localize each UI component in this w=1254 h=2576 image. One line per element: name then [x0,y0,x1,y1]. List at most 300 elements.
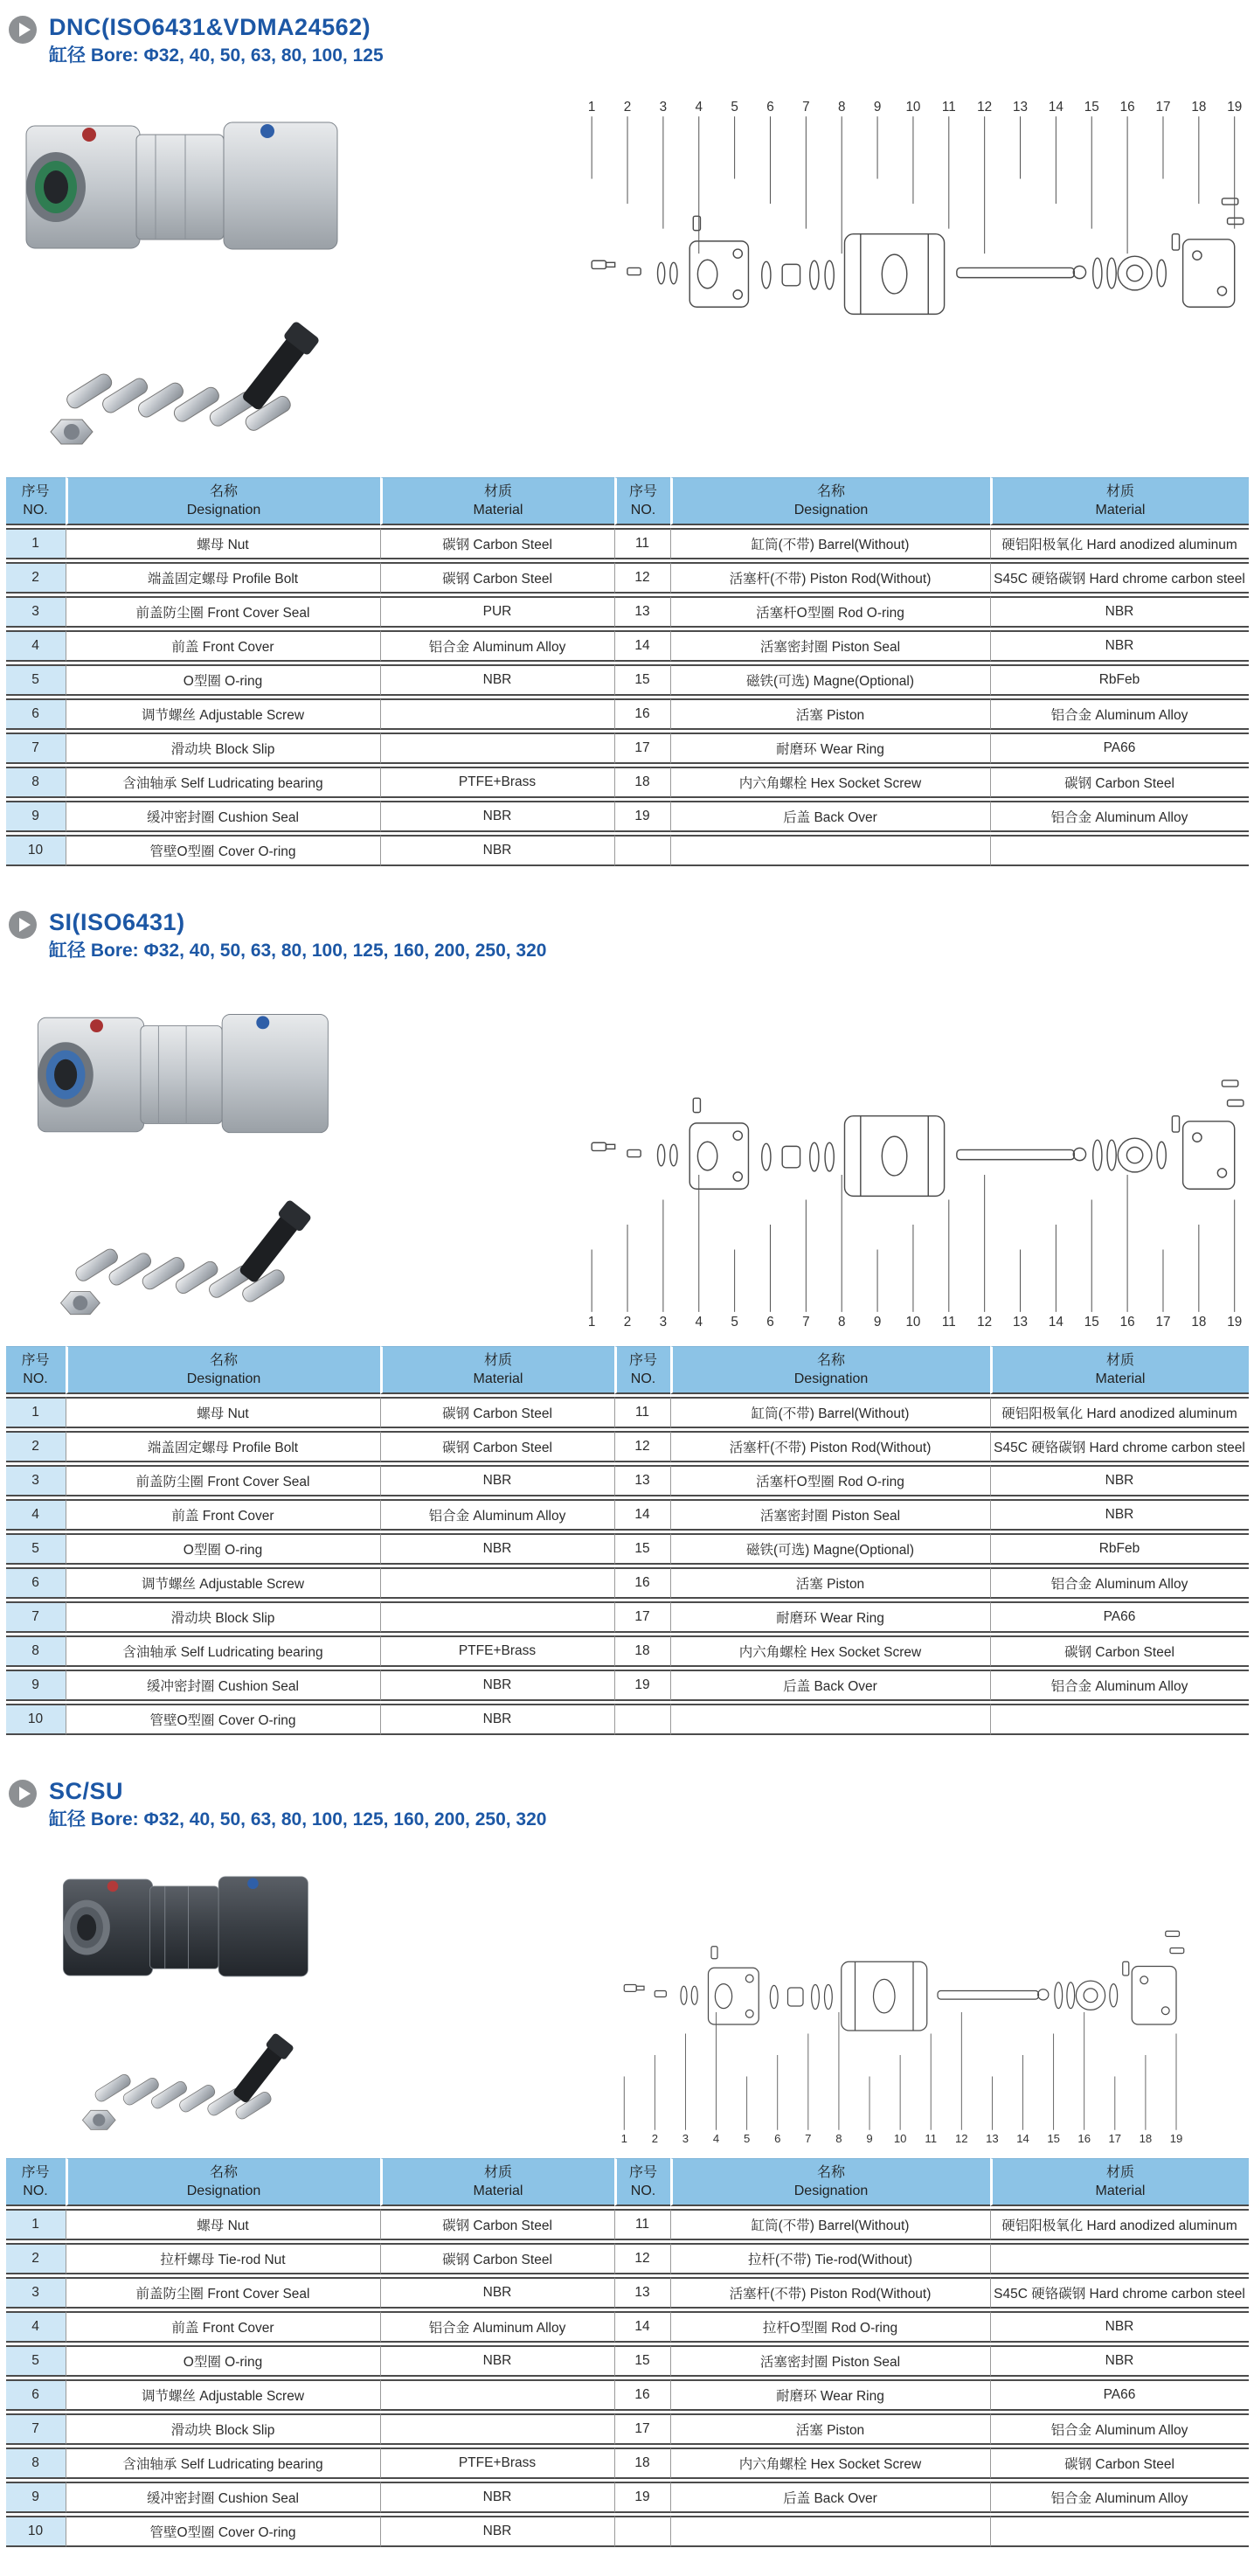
cell-no: 11 [614,528,670,559]
callout-number: 17 [1155,100,1171,115]
cell-material: S45C 硬铬碳钢 Hard chrome carbon steel [990,1431,1249,1462]
callout-number: 10 [905,1315,921,1330]
callout-number: 13 [986,2131,999,2145]
cell-designation: 调节螺丝 Adjustable Screw [66,698,380,730]
header-material: 材质 Material [990,477,1249,525]
parts-table-si [6,1344,1249,1738]
callout-number: 17 [1108,2131,1122,2145]
cell-designation: 端盖固定螺母 Profile Bolt [66,1431,380,1462]
section-title: DNC(ISO6431&VDMA24562) [49,14,371,40]
callout-number: 14 [1048,100,1063,115]
table-row [6,528,1249,559]
cell-designation: 磁铁(可选) Magne(Optional) [670,1533,990,1565]
callout-number: 18 [1139,2131,1153,2145]
cell-designation: 活塞 Piston [670,1567,990,1599]
table-row [6,2379,1249,2411]
callout-number: 6 [766,100,774,115]
play-icon [9,1780,37,1808]
header-material: 材质 Material [380,1346,614,1394]
exploded-diagram-si [394,972,1249,1335]
cell-designation: O型圈 O-ring [66,664,380,696]
cell-designation: 缓冲密封圈 Cushion Seal [66,2482,380,2513]
cell-no: 1 [6,1397,66,1428]
callout-number: 2 [623,100,632,115]
bore-spec: 缸径 Bore: Φ32, 40, 50, 63, 80, 100, 125, 160, 200, 250, 320 [49,941,547,961]
cell-material: NBR [990,596,1249,628]
callout-number: 15 [1047,2131,1060,2145]
section-si [0,895,1254,1738]
cell-no: 18 [614,2448,670,2479]
cell-no: 3 [6,1465,66,1496]
callout-number: 16 [1119,1315,1135,1330]
table-row [6,1431,1249,1462]
table-row [6,1601,1249,1633]
callout-number: 11 [941,100,956,115]
cell-designation: 管壁O型圈 Cover O-ring [66,1704,380,1735]
cell-designation: 活塞杆(不带) Piston Rod(Without) [670,2277,990,2309]
cell-material [380,733,614,764]
cell-designation: 耐磨环 Wear Ring [670,1601,990,1633]
cell-material: NBR [380,2277,614,2309]
cell-material: 铝合金 Aluminum Alloy [990,1670,1249,1701]
cell-designation: 拉杆(不带) Tie-rod(Without) [670,2243,990,2274]
cell-designation: 活塞杆O型圈 Rod O-ring [670,1465,990,1496]
cell-material: 铝合金 Aluminum Alloy [990,801,1249,832]
callout-number: 3 [682,2131,689,2145]
cell-material [380,1567,614,1599]
callout-number: 15 [1084,100,1099,115]
cell-no: 3 [6,596,66,628]
cell-designation: 管壁O型圈 Cover O-ring [66,835,380,866]
table-row [6,562,1249,594]
cell-designation: 缸筒(不带) Barrel(Without) [670,1397,990,1428]
callout-number: 7 [805,2131,812,2145]
callout-number: 9 [873,1315,882,1330]
cell-no: 12 [614,562,670,594]
cell-designation: O型圈 O-ring [66,2345,380,2377]
callout-number: 7 [802,1315,810,1330]
header-no: 序号 NO. [614,2158,670,2206]
cell-no: 17 [614,2413,670,2445]
cell-no: 12 [614,1431,670,1462]
cell-no: 15 [614,1533,670,1565]
cell-designation: 含油轴承 Self Ludricating bearing [66,767,380,798]
table-row [6,835,1249,866]
callout-number: 16 [1119,100,1135,115]
cell-designation: 活塞 Piston [670,2413,990,2445]
cell-material: NBR [990,630,1249,662]
callout-number: 9 [873,100,882,115]
cell-no: 18 [614,1635,670,1667]
cell-no: 16 [614,1567,670,1599]
cell-material: NBR [380,1465,614,1496]
callout-number: 11 [925,2131,938,2145]
table-row [6,2345,1249,2377]
callout-number: 3 [659,100,668,115]
table-row [6,2311,1249,2343]
cell-designation: 缸筒(不带) Barrel(Without) [670,2209,990,2240]
table-row [6,2516,1249,2547]
cell-no: 19 [614,2482,670,2513]
cell-designation: 活塞 Piston [670,698,990,730]
bore-spec: 缸径 Bore: Φ32, 40, 50, 63, 80, 100, 125 [49,45,384,66]
table-row [6,1397,1249,1428]
header-no: 序号 NO. [614,1346,670,1394]
cell-no: 6 [6,698,66,730]
cell-designation: 活塞杆(不带) Piston Rod(Without) [670,562,990,594]
cell-designation: O型圈 O-ring [66,1533,380,1565]
cell-no: 4 [6,2311,66,2343]
callout-number: 16 [1077,2131,1091,2145]
section-dnc [0,0,1254,869]
cell-no: 6 [6,2379,66,2411]
cell-material: NBR [380,1533,614,1565]
cell-no: 8 [6,1635,66,1667]
cell-material: 碳钢 Carbon Steel [380,1397,614,1428]
cell-no: 4 [6,1499,66,1531]
section-dnc-header [0,0,1254,73]
cell-no: 5 [6,1533,66,1565]
cell-material: 碳钢 Carbon Steel [990,1635,1249,1667]
cell-material: 铝合金 Aluminum Alloy [990,2482,1249,2513]
table-row [6,2277,1249,2309]
cell-material: 硬铝阳极氧化 Hard anodized aluminum [990,1397,1249,1428]
cell-designation: 拉杆O型圈 Rod O-ring [670,2311,990,2343]
callout-number: 12 [955,2131,968,2145]
cell-no [614,835,670,866]
cell-material [990,2516,1249,2547]
header-no: 序号 NO. [6,477,66,525]
table-row [6,1635,1249,1667]
callout-number: 2 [651,2131,658,2145]
cell-no: 13 [614,1465,670,1496]
cell-material: PTFE+Brass [380,767,614,798]
cell-material: 碳钢 Carbon Steel [990,767,1249,798]
callout-number: 14 [1016,2131,1029,2145]
cell-no: 9 [6,801,66,832]
cell-material: 碳钢 Carbon Steel [380,562,614,594]
cell-material: PA66 [990,1601,1249,1633]
cell-no: 2 [6,562,66,594]
cell-material: NBR [990,2311,1249,2343]
cell-no: 7 [6,1601,66,1633]
header-no: 序号 NO. [614,477,670,525]
cell-no: 2 [6,1431,66,1462]
header-material: 材质 Material [990,1346,1249,1394]
callout-number: 11 [941,1315,956,1330]
cell-no: 11 [614,1397,670,1428]
cell-designation: 含油轴承 Self Ludricating bearing [66,1635,380,1667]
cell-material: NBR [380,2516,614,2547]
cell-material: NBR [990,1499,1249,1531]
cell-no: 13 [614,596,670,628]
table-row [6,801,1249,832]
header-material: 材质 Material [990,2158,1249,2206]
cell-no [614,1704,670,1735]
cell-material: 硬铝阳极氧化 Hard anodized aluminum [990,2209,1249,2240]
cell-no: 10 [6,1704,66,1735]
cell-material: RbFeb [990,664,1249,696]
cell-no: 16 [614,698,670,730]
table-row [6,596,1249,628]
cell-designation: 前盖 Front Cover [66,2311,380,2343]
cell-material [380,1601,614,1633]
callout-number: 4 [695,1315,703,1330]
cell-no: 9 [6,2482,66,2513]
cell-designation: 后盖 Back Over [670,2482,990,2513]
cell-material: PA66 [990,733,1249,764]
callout-number: 12 [977,100,993,115]
cell-no [614,2516,670,2547]
callout-number: 6 [774,2131,781,2145]
cell-designation: 内六角螺栓 Hex Socket Screw [670,767,990,798]
table-row [6,733,1249,764]
cell-designation: 含油轴承 Self Ludricating bearing [66,2448,380,2479]
cell-material: 铝合金 Aluminum Alloy [380,630,614,662]
section-title: SC/SU [49,1778,124,1804]
cell-material: 铝合金 Aluminum Alloy [990,1567,1249,1599]
cell-no: 9 [6,1670,66,1701]
cell-designation: 耐磨环 Wear Ring [670,733,990,764]
callout-number: 18 [1191,1315,1207,1330]
cell-material: NBR [380,2482,614,2513]
cell-material [380,2379,614,2411]
cell-designation: 拉杆螺母 Tie-rod Nut [66,2243,380,2274]
cell-material: PA66 [990,2379,1249,2411]
callout-number: 17 [1155,1315,1171,1330]
table-row [6,1567,1249,1599]
cell-designation: 螺母 Nut [66,2209,380,2240]
cell-designation: 后盖 Back Over [670,801,990,832]
table-row [6,1465,1249,1496]
callout-number: 2 [623,1315,632,1330]
callout-number: 19 [1227,1315,1243,1330]
cell-material [990,1704,1249,1735]
callout-number: 12 [977,1315,993,1330]
cell-designation [670,2516,990,2547]
cell-no: 8 [6,2448,66,2479]
cell-designation: 后盖 Back Over [670,1670,990,1701]
section-si-header [0,895,1254,969]
cell-no: 6 [6,1567,66,1599]
cell-material: NBR [380,2345,614,2377]
callout-number: 1 [620,2131,627,2145]
cell-designation: 活塞密封圈 Piston Seal [670,2345,990,2377]
callout-number: 5 [731,100,738,115]
parts-table-scsu [6,2156,1249,2550]
cell-designation: 活塞密封圈 Piston Seal [670,630,990,662]
cell-material: 碳钢 Carbon Steel [380,2243,614,2274]
table-row [6,1670,1249,1701]
callout-number: 18 [1191,100,1207,115]
cell-designation: 缓冲密封圈 Cushion Seal [66,801,380,832]
table-row [6,1704,1249,1735]
cell-material: 碳钢 Carbon Steel [380,1431,614,1462]
callout-number: 8 [837,100,846,115]
cell-no: 18 [614,767,670,798]
cell-no: 13 [614,2277,670,2309]
cell-no: 10 [6,835,66,866]
cell-material: NBR [380,664,614,696]
cell-designation: 调节螺丝 Adjustable Screw [66,1567,380,1599]
cell-material [990,835,1249,866]
cell-designation: 前盖防尘圈 Front Cover Seal [66,2277,380,2309]
cell-no: 14 [614,1499,670,1531]
cell-designation: 螺母 Nut [66,1397,380,1428]
cell-designation: 内六角螺栓 Hex Socket Screw [670,1635,990,1667]
cell-no: 7 [6,733,66,764]
callout-number: 5 [743,2131,751,2145]
callout-number: 15 [1084,1315,1099,1330]
bore-spec: 缸径 Bore: Φ32, 40, 50, 63, 80, 100, 125, 160, 200, 250, 320 [49,1809,547,1830]
exploded-diagram-scsu [394,1841,1249,2147]
cell-designation: 端盖固定螺母 Profile Bolt [66,562,380,594]
play-icon [9,16,37,44]
product-photo-scsu [5,1841,394,2147]
callout-number: 10 [893,2131,907,2145]
cell-no: 15 [614,2345,670,2377]
table-row [6,2482,1249,2513]
play-icon [9,911,37,939]
cell-no: 12 [614,2243,670,2274]
cell-material: RbFeb [990,1533,1249,1565]
product-photo-dnc [5,77,394,466]
table-row [6,1533,1249,1565]
callout-number: 3 [659,1315,668,1330]
cell-designation: 缸筒(不带) Barrel(Without) [670,528,990,559]
table-row [6,1499,1249,1531]
cell-designation: 调节螺丝 Adjustable Screw [66,2379,380,2411]
header-designation: 名称 Designation [670,2158,990,2206]
cell-no: 1 [6,528,66,559]
callout-number: 4 [712,2131,720,2145]
header-no: 序号 NO. [6,2158,66,2206]
table-row [6,630,1249,662]
cell-material: PTFE+Brass [380,2448,614,2479]
cell-material [380,2413,614,2445]
callout-number: 14 [1048,1315,1063,1330]
cell-material: 铝合金 Aluminum Alloy [380,1499,614,1531]
table-row [6,664,1249,696]
cell-no: 10 [6,2516,66,2547]
cell-material: PTFE+Brass [380,1635,614,1667]
cell-designation: 活塞密封圈 Piston Seal [670,1499,990,1531]
cell-designation: 缓冲密封圈 Cushion Seal [66,1670,380,1701]
cell-material: S45C 硬铬碳钢 Hard chrome carbon steel [990,562,1249,594]
cell-no: 19 [614,1670,670,1701]
header-designation: 名称 Designation [670,1346,990,1394]
callout-number: 9 [866,2131,873,2145]
callout-number: 4 [695,100,703,115]
header-no: 序号 NO. [6,1346,66,1394]
callout-number: 19 [1169,2131,1183,2145]
product-photo-si [5,972,394,1335]
cell-no: 3 [6,2277,66,2309]
cell-no: 1 [6,2209,66,2240]
cell-material: 铝合金 Aluminum Alloy [380,2311,614,2343]
parts-table-dnc [6,475,1249,869]
cell-no: 17 [614,733,670,764]
cell-designation: 前盖防尘圈 Front Cover Seal [66,596,380,628]
cell-no: 16 [614,2379,670,2411]
cell-designation: 滑动块 Block Slip [66,2413,380,2445]
table-row [6,767,1249,798]
callout-number: 13 [1013,1315,1029,1330]
header-designation: 名称 Designation [670,477,990,525]
cell-no: 15 [614,664,670,696]
table-row [6,2209,1249,2240]
callout-number: 1 [587,1315,596,1330]
section-scsu-header [0,1764,1254,1837]
cell-material: 铝合金 Aluminum Alloy [990,698,1249,730]
cell-material: NBR [380,801,614,832]
cell-no: 5 [6,2345,66,2377]
cell-no: 5 [6,664,66,696]
header-designation: 名称 Designation [66,2158,380,2206]
cell-designation [670,835,990,866]
cell-material: 碳钢 Carbon Steel [380,2209,614,2240]
cell-no: 4 [6,630,66,662]
cell-designation: 耐磨环 Wear Ring [670,2379,990,2411]
callout-number: 10 [905,100,921,115]
cell-material: PUR [380,596,614,628]
header-designation: 名称 Designation [66,477,380,525]
table-row [6,2243,1249,2274]
callout-number: 8 [835,2131,842,2145]
cell-material: 碳钢 Carbon Steel [990,2448,1249,2479]
cell-designation: 前盖 Front Cover [66,630,380,662]
section-title: SI(ISO6431) [49,909,185,935]
callout-number: 6 [766,1315,774,1330]
cell-designation: 磁铁(可选) Magne(Optional) [670,664,990,696]
callout-number: 8 [837,1315,846,1330]
cell-material: NBR [990,2345,1249,2377]
cell-material [990,2243,1249,2274]
callout-number: 1 [587,100,596,115]
cell-designation: 管壁O型圈 Cover O-ring [66,2516,380,2547]
cell-no: 11 [614,2209,670,2240]
table-row [6,2413,1249,2445]
callout-number: 19 [1227,100,1243,115]
cell-designation: 活塞杆(不带) Piston Rod(Without) [670,1431,990,1462]
cell-designation: 活塞杆O型圈 Rod O-ring [670,596,990,628]
cell-material: 硬铝阳极氧化 Hard anodized aluminum [990,528,1249,559]
callout-number: 13 [1013,100,1029,115]
cell-designation [670,1704,990,1735]
callout-number: 5 [731,1315,738,1330]
cell-material: NBR [380,1704,614,1735]
cell-material: NBR [990,1465,1249,1496]
header-designation: 名称 Designation [66,1346,380,1394]
cell-no: 14 [614,2311,670,2343]
cell-designation: 内六角螺栓 Hex Socket Screw [670,2448,990,2479]
cell-material: NBR [380,1670,614,1701]
cell-material: NBR [380,835,614,866]
header-material: 材质 Material [380,2158,614,2206]
cell-no: 14 [614,630,670,662]
cell-no: 8 [6,767,66,798]
cell-no: 2 [6,2243,66,2274]
table-row [6,698,1249,730]
cell-no: 17 [614,1601,670,1633]
cell-designation: 滑动块 Block Slip [66,733,380,764]
header-material: 材质 Material [380,477,614,525]
cell-designation: 螺母 Nut [66,528,380,559]
cell-designation: 前盖防尘圈 Front Cover Seal [66,1465,380,1496]
cell-designation: 滑动块 Block Slip [66,1601,380,1633]
cell-designation: 前盖 Front Cover [66,1499,380,1531]
cell-no: 7 [6,2413,66,2445]
